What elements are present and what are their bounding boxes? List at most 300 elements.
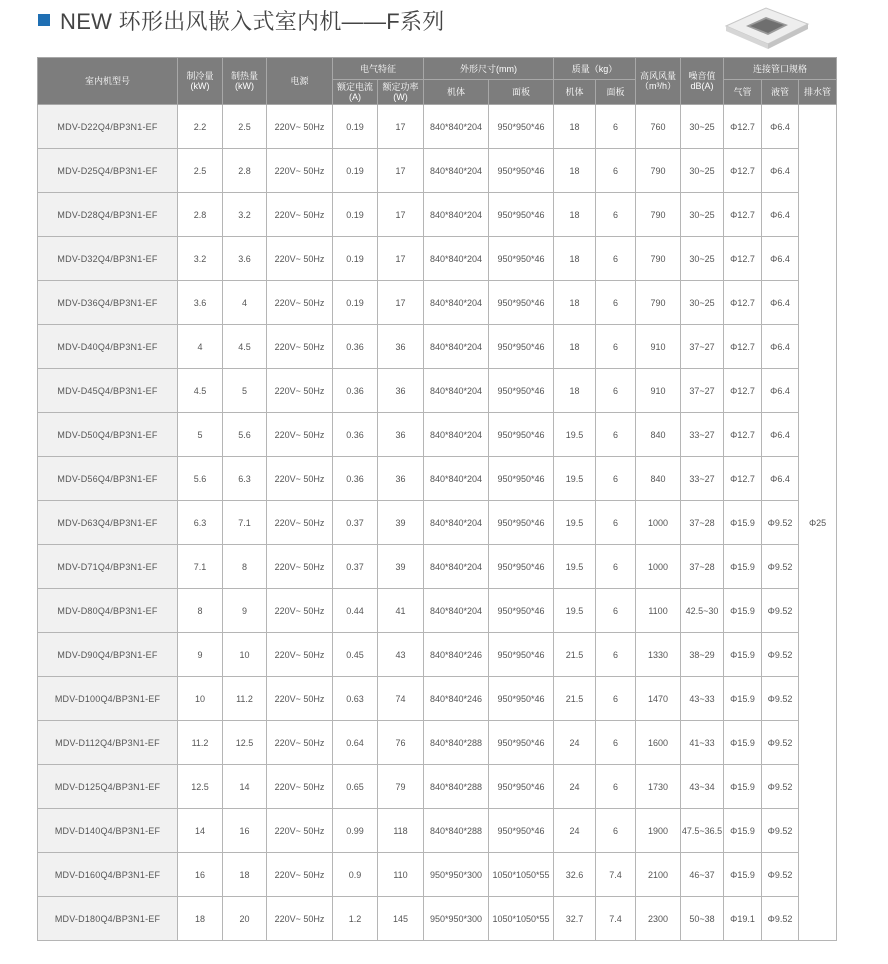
liquid-pipe-cell: Φ9.52 <box>762 897 799 941</box>
dim-body-cell: 840*840*204 <box>424 413 489 457</box>
dim-panel-cell: 950*950*46 <box>489 413 554 457</box>
weight-body-cell: 18 <box>554 149 596 193</box>
dim-panel-cell: 950*950*46 <box>489 193 554 237</box>
header-cooling <box>178 58 223 105</box>
table-row <box>38 413 837 457</box>
cooling-cell: 2.8 <box>178 193 223 237</box>
airflow-cell: 790 <box>636 237 681 281</box>
dim-body-cell: 950*950*300 <box>424 853 489 897</box>
liquid-pipe-cell: Φ6.4 <box>762 237 799 281</box>
current-cell: 0.37 <box>333 501 378 545</box>
liquid-pipe-cell: Φ6.4 <box>762 149 799 193</box>
weight-body-cell: 21.5 <box>554 633 596 677</box>
noise-cell: 37~27 <box>681 369 724 413</box>
dim-body-cell: 840*840*288 <box>424 765 489 809</box>
table-row <box>38 677 837 721</box>
gas-pipe-cell: Φ15.9 <box>724 545 762 589</box>
liquid-pipe-cell: Φ9.52 <box>762 633 799 677</box>
header-dimensions: 外形尺寸(mm) <box>424 58 554 80</box>
header-current <box>333 80 378 105</box>
spec-table-body <box>38 105 837 941</box>
weight-panel-cell: 6 <box>596 237 636 281</box>
power-supply-cell: 220V~ 50Hz <box>267 237 333 281</box>
power-supply-cell: 220V~ 50Hz <box>267 369 333 413</box>
heating-cell: 6.3 <box>223 457 267 501</box>
weight-body-cell: 19.5 <box>554 545 596 589</box>
dim-panel-cell: 950*950*46 <box>489 325 554 369</box>
airflow-cell: 760 <box>636 105 681 149</box>
model-cell: MDV-D80Q4/BP3N1-EF <box>38 589 178 633</box>
cooling-cell: 4.5 <box>178 369 223 413</box>
table-row <box>38 501 837 545</box>
power-supply-cell: 220V~ 50Hz <box>267 545 333 589</box>
dim-body-cell: 840*840*204 <box>424 193 489 237</box>
table-row <box>38 853 837 897</box>
weight-body-cell: 21.5 <box>554 677 596 721</box>
noise-cell: 30~25 <box>681 281 724 325</box>
power-supply-cell: 220V~ 50Hz <box>267 457 333 501</box>
dim-panel-cell: 950*950*46 <box>489 721 554 765</box>
power-supply-cell: 220V~ 50Hz <box>267 281 333 325</box>
airflow-cell: 1600 <box>636 721 681 765</box>
table-row <box>38 281 837 325</box>
noise-cell: 37~28 <box>681 545 724 589</box>
current-cell: 0.64 <box>333 721 378 765</box>
header-airflow-label: 高风风量 <box>640 71 677 81</box>
weight-body-cell: 32.6 <box>554 853 596 897</box>
model-cell: MDV-D63Q4/BP3N1-EF <box>38 501 178 545</box>
power-supply-cell: 220V~ 50Hz <box>267 325 333 369</box>
gas-pipe-cell: Φ19.1 <box>724 897 762 941</box>
dim-panel-cell: 950*950*46 <box>489 237 554 281</box>
dim-panel-cell: 950*950*46 <box>489 105 554 149</box>
model-cell: MDV-D28Q4/BP3N1-EF <box>38 193 178 237</box>
header-drain: 排水管 <box>799 80 837 105</box>
header-power-w <box>378 80 424 105</box>
power-supply-cell: 220V~ 50Hz <box>267 413 333 457</box>
airflow-cell: 790 <box>636 281 681 325</box>
airflow-cell: 2100 <box>636 853 681 897</box>
heating-cell: 3.6 <box>223 237 267 281</box>
weight-panel-cell: 6 <box>596 413 636 457</box>
heating-cell: 16 <box>223 809 267 853</box>
cooling-cell: 5 <box>178 413 223 457</box>
header-dim-body: 机体 <box>424 80 489 105</box>
header-cooling-unit: (kW) <box>190 81 210 91</box>
cooling-cell: 18 <box>178 897 223 941</box>
dim-panel-cell: 950*950*46 <box>489 501 554 545</box>
cooling-cell: 7.1 <box>178 545 223 589</box>
header-noise-unit: dB(A) <box>690 81 714 91</box>
table-row <box>38 765 837 809</box>
heating-cell: 5.6 <box>223 413 267 457</box>
weight-panel-cell: 6 <box>596 457 636 501</box>
noise-cell: 43~33 <box>681 677 724 721</box>
heating-cell: 10 <box>223 633 267 677</box>
liquid-pipe-cell: Φ9.52 <box>762 677 799 721</box>
gas-pipe-cell: Φ12.7 <box>724 413 762 457</box>
header-gas: 气管 <box>724 80 762 105</box>
heating-cell: 11.2 <box>223 677 267 721</box>
header-electrical: 电气特征 <box>333 58 424 80</box>
header-liquid: 液管 <box>762 80 799 105</box>
gas-pipe-cell: Φ12.7 <box>724 237 762 281</box>
dim-body-cell: 840*840*288 <box>424 721 489 765</box>
dim-body-cell: 840*840*246 <box>424 677 489 721</box>
heating-cell: 8 <box>223 545 267 589</box>
page-title-bar <box>38 6 445 34</box>
gas-pipe-cell: Φ15.9 <box>724 721 762 765</box>
airflow-cell: 910 <box>636 369 681 413</box>
model-cell: MDV-D112Q4/BP3N1-EF <box>38 721 178 765</box>
header-noise-label: 噪音值 <box>688 71 716 81</box>
current-cell: 0.65 <box>333 765 378 809</box>
dim-body-cell: 840*840*246 <box>424 633 489 677</box>
current-cell: 0.36 <box>333 325 378 369</box>
weight-panel-cell: 6 <box>596 677 636 721</box>
current-cell: 0.9 <box>333 853 378 897</box>
current-cell: 1.2 <box>333 897 378 941</box>
header-model: 室内机型号 <box>38 58 178 105</box>
noise-cell: 30~25 <box>681 237 724 281</box>
power-supply-cell: 220V~ 50Hz <box>267 853 333 897</box>
cooling-cell: 8 <box>178 589 223 633</box>
noise-cell: 43~34 <box>681 765 724 809</box>
cooling-cell: 9 <box>178 633 223 677</box>
weight-body-cell: 18 <box>554 193 596 237</box>
power-w-cell: 36 <box>378 325 424 369</box>
model-cell: MDV-D160Q4/BP3N1-EF <box>38 853 178 897</box>
dim-body-cell: 840*840*204 <box>424 149 489 193</box>
header-power-w-label: 额定功率 <box>382 82 419 92</box>
airflow-cell: 1730 <box>636 765 681 809</box>
header-airflow <box>636 58 681 105</box>
model-cell: MDV-D45Q4/BP3N1-EF <box>38 369 178 413</box>
table-row <box>38 325 837 369</box>
header-current-unit: (A) <box>349 92 361 102</box>
cooling-cell: 16 <box>178 853 223 897</box>
weight-body-cell: 24 <box>554 765 596 809</box>
dim-panel-cell: 950*950*46 <box>489 809 554 853</box>
weight-panel-cell: 6 <box>596 281 636 325</box>
heating-cell: 2.5 <box>223 105 267 149</box>
weight-panel-cell: 6 <box>596 501 636 545</box>
dim-panel-cell: 950*950*46 <box>489 589 554 633</box>
cooling-cell: 6.3 <box>178 501 223 545</box>
weight-panel-cell: 6 <box>596 105 636 149</box>
power-w-cell: 17 <box>378 193 424 237</box>
noise-cell: 42.5~30 <box>681 589 724 633</box>
table-row <box>38 633 837 677</box>
power-supply-cell: 220V~ 50Hz <box>267 809 333 853</box>
gas-pipe-cell: Φ15.9 <box>724 501 762 545</box>
weight-panel-cell: 6 <box>596 589 636 633</box>
gas-pipe-cell: Φ12.7 <box>724 281 762 325</box>
title-square-icon <box>38 14 50 26</box>
noise-cell: 41~33 <box>681 721 724 765</box>
noise-cell: 50~38 <box>681 897 724 941</box>
heating-cell: 18 <box>223 853 267 897</box>
heating-cell: 14 <box>223 765 267 809</box>
dim-panel-cell: 950*950*46 <box>489 457 554 501</box>
airflow-cell: 790 <box>636 193 681 237</box>
dim-body-cell: 840*840*204 <box>424 501 489 545</box>
power-supply-cell: 220V~ 50Hz <box>267 193 333 237</box>
cooling-cell: 3.6 <box>178 281 223 325</box>
heating-cell: 2.8 <box>223 149 267 193</box>
power-w-cell: 39 <box>378 501 424 545</box>
model-cell: MDV-D90Q4/BP3N1-EF <box>38 633 178 677</box>
header-airflow-unit: （m³/h） <box>640 81 677 91</box>
weight-panel-cell: 6 <box>596 809 636 853</box>
dim-body-cell: 840*840*204 <box>424 237 489 281</box>
table-row <box>38 149 837 193</box>
table-row <box>38 897 837 941</box>
table-row <box>38 237 837 281</box>
liquid-pipe-cell: Φ6.4 <box>762 413 799 457</box>
current-cell: 0.37 <box>333 545 378 589</box>
power-supply-cell: 220V~ 50Hz <box>267 633 333 677</box>
dim-body-cell: 950*950*300 <box>424 897 489 941</box>
weight-panel-cell: 6 <box>596 149 636 193</box>
model-cell: MDV-D180Q4/BP3N1-EF <box>38 897 178 941</box>
table-row <box>38 105 837 149</box>
dim-panel-cell: 950*950*46 <box>489 765 554 809</box>
header-current-label: 额定电流 <box>336 82 373 92</box>
power-w-cell: 17 <box>378 237 424 281</box>
dim-body-cell: 840*840*204 <box>424 545 489 589</box>
cooling-cell: 10 <box>178 677 223 721</box>
weight-body-cell: 18 <box>554 237 596 281</box>
cooling-cell: 11.2 <box>178 721 223 765</box>
weight-panel-cell: 6 <box>596 721 636 765</box>
gas-pipe-cell: Φ15.9 <box>724 853 762 897</box>
weight-body-cell: 18 <box>554 325 596 369</box>
weight-panel-cell: 6 <box>596 369 636 413</box>
dim-panel-cell: 950*950*46 <box>489 633 554 677</box>
table-row <box>38 545 837 589</box>
current-cell: 0.36 <box>333 413 378 457</box>
header-weight-panel: 面板 <box>596 80 636 105</box>
heating-cell: 4 <box>223 281 267 325</box>
weight-panel-cell: 6 <box>596 545 636 589</box>
power-supply-cell: 220V~ 50Hz <box>267 105 333 149</box>
table-row <box>38 809 837 853</box>
dim-panel-cell: 1050*1050*55 <box>489 897 554 941</box>
airflow-cell: 1900 <box>636 809 681 853</box>
airflow-cell: 840 <box>636 413 681 457</box>
weight-body-cell: 24 <box>554 721 596 765</box>
power-supply-cell: 220V~ 50Hz <box>267 501 333 545</box>
power-w-cell: 17 <box>378 149 424 193</box>
power-supply-cell: 220V~ 50Hz <box>267 677 333 721</box>
header-cooling-label: 制冷量 <box>186 71 214 81</box>
gas-pipe-cell: Φ15.9 <box>724 677 762 721</box>
noise-cell: 30~25 <box>681 149 724 193</box>
header-weight: 质量（kg） <box>554 58 636 80</box>
header-dim-panel: 面板 <box>489 80 554 105</box>
dim-body-cell: 840*840*204 <box>424 369 489 413</box>
dim-panel-cell: 1050*1050*55 <box>489 853 554 897</box>
current-cell: 0.63 <box>333 677 378 721</box>
power-w-cell: 110 <box>378 853 424 897</box>
gas-pipe-cell: Φ15.9 <box>724 809 762 853</box>
header-power-w-unit: (W) <box>393 92 408 102</box>
heating-cell: 4.5 <box>223 325 267 369</box>
liquid-pipe-cell: Φ6.4 <box>762 325 799 369</box>
gas-pipe-cell: Φ12.7 <box>724 325 762 369</box>
power-supply-cell: 220V~ 50Hz <box>267 765 333 809</box>
spec-table-header <box>38 58 837 105</box>
weight-panel-cell: 6 <box>596 325 636 369</box>
noise-cell: 38~29 <box>681 633 724 677</box>
gas-pipe-cell: Φ12.7 <box>724 149 762 193</box>
power-w-cell: 79 <box>378 765 424 809</box>
airflow-cell: 1470 <box>636 677 681 721</box>
model-cell: MDV-D125Q4/BP3N1-EF <box>38 765 178 809</box>
power-supply-cell: 220V~ 50Hz <box>267 897 333 941</box>
weight-body-cell: 19.5 <box>554 501 596 545</box>
power-w-cell: 76 <box>378 721 424 765</box>
dim-panel-cell: 950*950*46 <box>489 545 554 589</box>
liquid-pipe-cell: Φ9.52 <box>762 589 799 633</box>
liquid-pipe-cell: Φ6.4 <box>762 105 799 149</box>
noise-cell: 30~25 <box>681 193 724 237</box>
power-supply-cell: 220V~ 50Hz <box>267 721 333 765</box>
dim-panel-cell: 950*950*46 <box>489 281 554 325</box>
gas-pipe-cell: Φ15.9 <box>724 765 762 809</box>
heating-cell: 20 <box>223 897 267 941</box>
liquid-pipe-cell: Φ9.52 <box>762 809 799 853</box>
weight-body-cell: 24 <box>554 809 596 853</box>
airflow-cell: 1100 <box>636 589 681 633</box>
drain-pipe-cell: Φ25 <box>799 105 837 941</box>
dim-body-cell: 840*840*204 <box>424 281 489 325</box>
noise-cell: 37~28 <box>681 501 724 545</box>
model-cell: MDV-D40Q4/BP3N1-EF <box>38 325 178 369</box>
model-cell: MDV-D36Q4/BP3N1-EF <box>38 281 178 325</box>
table-row <box>38 193 837 237</box>
dim-panel-cell: 950*950*46 <box>489 677 554 721</box>
header-heating-unit: (kW) <box>235 81 254 91</box>
cooling-cell: 12.5 <box>178 765 223 809</box>
airflow-cell: 910 <box>636 325 681 369</box>
noise-cell: 37~27 <box>681 325 724 369</box>
gas-pipe-cell: Φ12.7 <box>724 369 762 413</box>
liquid-pipe-cell: Φ6.4 <box>762 193 799 237</box>
gas-pipe-cell: Φ15.9 <box>724 589 762 633</box>
cooling-cell: 5.6 <box>178 457 223 501</box>
power-w-cell: 17 <box>378 105 424 149</box>
weight-body-cell: 19.5 <box>554 589 596 633</box>
weight-body-cell: 19.5 <box>554 457 596 501</box>
airflow-cell: 840 <box>636 457 681 501</box>
heating-cell: 5 <box>223 369 267 413</box>
current-cell: 0.45 <box>333 633 378 677</box>
current-cell: 0.19 <box>333 193 378 237</box>
model-cell: MDV-D22Q4/BP3N1-EF <box>38 105 178 149</box>
dim-panel-cell: 950*950*46 <box>489 369 554 413</box>
header-noise <box>681 58 724 105</box>
cooling-cell: 4 <box>178 325 223 369</box>
model-cell: MDV-D140Q4/BP3N1-EF <box>38 809 178 853</box>
current-cell: 0.19 <box>333 105 378 149</box>
header-pipe: 连接管口规格 <box>724 58 837 80</box>
cooling-cell: 3.2 <box>178 237 223 281</box>
power-w-cell: 43 <box>378 633 424 677</box>
power-w-cell: 118 <box>378 809 424 853</box>
cooling-cell: 14 <box>178 809 223 853</box>
weight-panel-cell: 6 <box>596 633 636 677</box>
power-w-cell: 41 <box>378 589 424 633</box>
page-title: NEW 环形出风嵌入式室内机——F系列 <box>60 8 445 34</box>
airflow-cell: 1330 <box>636 633 681 677</box>
current-cell: 0.36 <box>333 457 378 501</box>
weight-body-cell: 18 <box>554 281 596 325</box>
dim-body-cell: 840*840*204 <box>424 589 489 633</box>
model-cell: MDV-D50Q4/BP3N1-EF <box>38 413 178 457</box>
power-w-cell: 36 <box>378 369 424 413</box>
power-w-cell: 36 <box>378 457 424 501</box>
noise-cell: 33~27 <box>681 457 724 501</box>
current-cell: 0.19 <box>333 281 378 325</box>
model-cell: MDV-D25Q4/BP3N1-EF <box>38 149 178 193</box>
current-cell: 0.19 <box>333 237 378 281</box>
spec-table <box>37 57 837 941</box>
heating-cell: 3.2 <box>223 193 267 237</box>
dim-body-cell: 840*840*288 <box>424 809 489 853</box>
heating-cell: 9 <box>223 589 267 633</box>
airflow-cell: 790 <box>636 149 681 193</box>
table-row <box>38 721 837 765</box>
weight-body-cell: 18 <box>554 105 596 149</box>
current-cell: 0.99 <box>333 809 378 853</box>
header-power-supply: 电源 <box>267 58 333 105</box>
gas-pipe-cell: Φ12.7 <box>724 193 762 237</box>
airflow-cell: 1000 <box>636 501 681 545</box>
gas-pipe-cell: Φ12.7 <box>724 105 762 149</box>
model-cell: MDV-D71Q4/BP3N1-EF <box>38 545 178 589</box>
power-w-cell: 39 <box>378 545 424 589</box>
dim-body-cell: 840*840*204 <box>424 105 489 149</box>
header-heating-label: 制热量 <box>230 71 258 81</box>
power-w-cell: 17 <box>378 281 424 325</box>
model-cell: MDV-D100Q4/BP3N1-EF <box>38 677 178 721</box>
noise-cell: 30~25 <box>681 105 724 149</box>
weight-panel-cell: 7.4 <box>596 853 636 897</box>
current-cell: 0.36 <box>333 369 378 413</box>
power-w-cell: 36 <box>378 413 424 457</box>
weight-panel-cell: 6 <box>596 193 636 237</box>
header-weight-body: 机体 <box>554 80 596 105</box>
liquid-pipe-cell: Φ6.4 <box>762 369 799 413</box>
model-cell: MDV-D32Q4/BP3N1-EF <box>38 237 178 281</box>
header-heating <box>223 58 267 105</box>
current-cell: 0.19 <box>333 149 378 193</box>
weight-body-cell: 32.7 <box>554 897 596 941</box>
table-row <box>38 457 837 501</box>
table-row <box>38 589 837 633</box>
liquid-pipe-cell: Φ9.52 <box>762 853 799 897</box>
liquid-pipe-cell: Φ9.52 <box>762 545 799 589</box>
dim-body-cell: 840*840*204 <box>424 325 489 369</box>
power-supply-cell: 220V~ 50Hz <box>267 149 333 193</box>
noise-cell: 33~27 <box>681 413 724 457</box>
cassette-unit-icon <box>716 2 816 56</box>
dim-panel-cell: 950*950*46 <box>489 149 554 193</box>
weight-panel-cell: 6 <box>596 765 636 809</box>
weight-body-cell: 19.5 <box>554 413 596 457</box>
